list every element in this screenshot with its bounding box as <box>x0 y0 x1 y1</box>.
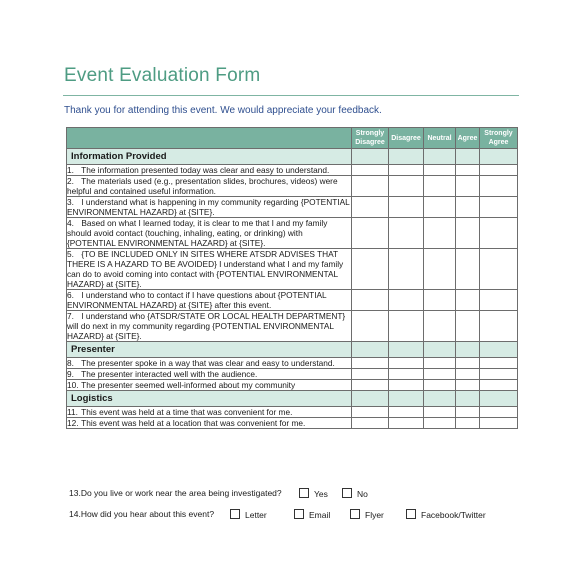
rating-cell-agree[interactable] <box>456 165 480 176</box>
question-row <box>67 380 518 391</box>
rating-cell-strongly-agree[interactable] <box>480 197 518 218</box>
option-no[interactable] <box>342 488 368 499</box>
question-text: The materials used (e.g., presentation slides, brochures, videos) were helpful and contained useful information. <box>67 176 338 196</box>
rating-cell-strongly-agree[interactable] <box>480 249 518 290</box>
column-header-strongly-agree: Strongly Agree <box>480 128 518 149</box>
rating-cell-disagree[interactable] <box>389 197 424 218</box>
rating-cell-neutral[interactable] <box>424 218 456 249</box>
rating-cell-neutral[interactable] <box>424 418 456 429</box>
section-fill-cell <box>389 391 424 407</box>
checkbox-yes[interactable] <box>299 488 309 498</box>
option-letter[interactable] <box>230 509 267 520</box>
rating-cell-neutral[interactable] <box>424 407 456 418</box>
rating-cell-agree[interactable] <box>456 380 480 391</box>
rating-cell-strongly-disagree[interactable] <box>352 369 389 380</box>
rating-cell-disagree[interactable] <box>389 249 424 290</box>
rating-cell-agree[interactable] <box>456 290 480 311</box>
question-cell <box>67 165 352 176</box>
section-fill-cell <box>456 149 480 165</box>
checkbox-facebook-twitter[interactable] <box>406 509 416 519</box>
rating-cell-disagree[interactable] <box>389 358 424 369</box>
question-text: The presenter seemed well-informed about my community <box>81 380 296 390</box>
form-title: Event Evaluation Form <box>64 65 261 86</box>
rating-cell-strongly-disagree[interactable] <box>352 249 389 290</box>
question-row <box>67 197 518 218</box>
option-no-label: No <box>357 489 368 499</box>
checkbox-no[interactable] <box>342 488 352 498</box>
question-header-blank <box>67 128 352 149</box>
rating-cell-strongly-disagree[interactable] <box>352 176 389 197</box>
rating-cell-agree[interactable] <box>456 358 480 369</box>
option-yes[interactable] <box>299 488 328 499</box>
question-number: 11. <box>67 407 78 417</box>
question-row <box>67 249 518 290</box>
rating-cell-agree[interactable] <box>456 218 480 249</box>
section-label: Presenter <box>67 342 352 358</box>
option-flyer-label: Flyer <box>365 510 384 520</box>
question-row <box>67 290 518 311</box>
question-text: The presenter interacted well with the audience. <box>81 369 258 379</box>
option-flyer[interactable] <box>350 509 384 520</box>
rating-cell-disagree[interactable] <box>389 418 424 429</box>
question-row <box>67 369 518 380</box>
rating-cell-agree[interactable] <box>456 197 480 218</box>
question-row <box>67 311 518 342</box>
rating-cell-neutral[interactable] <box>424 165 456 176</box>
question-number: 4. <box>67 218 74 228</box>
rating-cell-neutral[interactable] <box>424 311 456 342</box>
column-header-neutral: Neutral <box>424 128 456 149</box>
question-text: I understand what is happening in my community regarding {POTENTIAL ENVIRONMENTAL HAZARD} at {SITE}. <box>67 197 350 217</box>
rating-cell-strongly-agree[interactable] <box>480 358 518 369</box>
question-cell <box>67 311 352 342</box>
rating-cell-strongly-agree[interactable] <box>480 380 518 391</box>
section-fill-cell <box>352 391 389 407</box>
option-email[interactable] <box>294 509 330 520</box>
question-row <box>67 218 518 249</box>
section-fill-cell <box>424 391 456 407</box>
rating-cell-neutral[interactable] <box>424 197 456 218</box>
question-row <box>67 418 518 429</box>
question-number: 3. <box>67 197 74 207</box>
rating-cell-disagree[interactable] <box>389 165 424 176</box>
rating-cell-strongly-disagree[interactable] <box>352 165 389 176</box>
intro-text: Thank you for attending this event. We would appreciate your feedback. <box>64 105 382 116</box>
checkbox-email[interactable] <box>294 509 304 519</box>
section-label: Information Provided <box>67 149 352 165</box>
option-yes-label: Yes <box>314 489 328 499</box>
option-letter-label: Letter <box>245 510 267 520</box>
section-fill-cell <box>389 342 424 358</box>
rating-cell-disagree[interactable] <box>389 290 424 311</box>
section-row <box>67 391 518 407</box>
rating-cell-neutral[interactable] <box>424 176 456 197</box>
section-fill-cell <box>456 342 480 358</box>
question-text: Based on what I learned today, it is clear to me that I and my family should avoid contact (touching, inhaling, eating, or drinking) with {POTENTIAL ENVIRONMENTAL HAZARD} at {SITE}. <box>67 218 328 248</box>
question-number: 10. <box>67 380 79 390</box>
option-facebook-twitter[interactable] <box>406 509 486 520</box>
question-cell <box>67 197 352 218</box>
column-header-disagree: Disagree <box>389 128 424 149</box>
question-number: 5. <box>67 249 74 259</box>
rating-cell-strongly-agree[interactable] <box>480 165 518 176</box>
section-row <box>67 149 518 165</box>
question-13-text: 13.Do you live or work near the area being investigated? <box>69 488 282 498</box>
question-cell <box>67 407 352 418</box>
question-text: I understand who to contact if I have questions about {POTENTIAL ENVIRONMENTAL HAZARD} at {SITE} after this event. <box>67 290 327 310</box>
question-cell <box>67 418 352 429</box>
rating-cell-neutral[interactable] <box>424 358 456 369</box>
question-cell <box>67 249 352 290</box>
rating-header-row <box>67 128 518 149</box>
question-text: The information presented today was clear and easy to understand. <box>81 165 330 175</box>
rating-cell-strongly-agree[interactable] <box>480 218 518 249</box>
section-label: Logistics <box>67 391 352 407</box>
question-text: This event was held at a location that was convenient for me. <box>81 418 306 428</box>
rating-cell-agree[interactable] <box>456 418 480 429</box>
rating-cell-agree[interactable] <box>456 369 480 380</box>
rating-cell-strongly-disagree[interactable] <box>352 311 389 342</box>
rating-cell-neutral[interactable] <box>424 249 456 290</box>
section-fill-cell <box>480 342 518 358</box>
question-number: 7. <box>67 311 74 321</box>
question-cell <box>67 176 352 197</box>
rating-cell-disagree[interactable] <box>389 176 424 197</box>
option-facebook-twitter-label: Facebook/Twitter <box>421 510 486 520</box>
column-header-agree: Agree <box>456 128 480 149</box>
question-row <box>67 358 518 369</box>
question-14 <box>69 509 509 521</box>
section-fill-cell <box>352 342 389 358</box>
rating-cell-disagree[interactable] <box>389 380 424 391</box>
question-cell <box>67 369 352 380</box>
question-14-text: 14.How did you hear about this event? <box>69 509 215 519</box>
title-divider <box>63 95 519 96</box>
question-text: The presenter spoke in a way that was clear and easy to understand. <box>81 358 335 368</box>
column-header-strongly-disagree: Strongly Disagree <box>352 128 389 149</box>
rating-cell-strongly-disagree[interactable] <box>352 197 389 218</box>
rating-cell-strongly-disagree[interactable] <box>352 407 389 418</box>
checkbox-letter[interactable] <box>230 509 240 519</box>
rating-cell-strongly-agree[interactable] <box>480 418 518 429</box>
rating-cell-strongly-disagree[interactable] <box>352 418 389 429</box>
question-number: 2. <box>67 176 74 186</box>
rating-cell-disagree[interactable] <box>389 218 424 249</box>
rating-cell-strongly-agree[interactable] <box>480 369 518 380</box>
rating-cell-agree[interactable] <box>456 249 480 290</box>
section-fill-cell <box>424 342 456 358</box>
rating-cell-neutral[interactable] <box>424 290 456 311</box>
rating-cell-strongly-agree[interactable] <box>480 176 518 197</box>
question-cell <box>67 218 352 249</box>
section-fill-cell <box>424 149 456 165</box>
rating-cell-disagree[interactable] <box>389 407 424 418</box>
rating-cell-agree[interactable] <box>456 176 480 197</box>
question-text: {TO BE INCLUDED ONLY IN SITES WHERE ATSDR ADVISES THAT THERE IS A HAZARD TO BE AVOIDED} I understand what I and my family can do to avoid coming into contact with {POTENTIAL ENVIRONMENTAL HAZARD} at {SITE}. <box>67 249 344 289</box>
section-fill-cell <box>389 149 424 165</box>
rating-cell-strongly-agree[interactable] <box>480 290 518 311</box>
question-text: I understand who {ATSDR/STATE OR LOCAL HEALTH DEPARTMENT} will do next in my community regarding {POTENTIAL ENVIRONMENTAL HAZARD} at {SITE}. <box>67 311 346 341</box>
option-email-label: Email <box>309 510 331 520</box>
question-13 <box>69 488 509 500</box>
rating-cell-agree[interactable] <box>456 407 480 418</box>
rating-cell-disagree[interactable] <box>389 369 424 380</box>
question-text: This event was held at a time that was convenient for me. <box>81 407 293 417</box>
question-number: 6. <box>67 290 74 300</box>
section-fill-cell <box>456 391 480 407</box>
question-cell <box>67 380 352 391</box>
question-cell <box>67 358 352 369</box>
rating-cell-strongly-agree[interactable] <box>480 407 518 418</box>
question-number: 9. <box>67 369 74 379</box>
checkbox-flyer[interactable] <box>350 509 360 519</box>
section-fill-cell <box>352 149 389 165</box>
rating-cell-neutral[interactable] <box>424 380 456 391</box>
rating-cell-disagree[interactable] <box>389 311 424 342</box>
rating-table <box>66 127 518 429</box>
question-number: 8. <box>67 358 74 368</box>
question-row <box>67 176 518 197</box>
rating-cell-agree[interactable] <box>456 311 480 342</box>
section-fill-cell <box>480 149 518 165</box>
rating-cell-neutral[interactable] <box>424 369 456 380</box>
rating-cell-strongly-disagree[interactable] <box>352 380 389 391</box>
section-row <box>67 342 518 358</box>
rating-cell-strongly-disagree[interactable] <box>352 358 389 369</box>
question-number: 1. <box>67 165 74 175</box>
rating-cell-strongly-disagree[interactable] <box>352 290 389 311</box>
section-fill-cell <box>480 391 518 407</box>
rating-cell-strongly-disagree[interactable] <box>352 218 389 249</box>
question-row <box>67 165 518 176</box>
rating-cell-strongly-agree[interactable] <box>480 311 518 342</box>
question-row <box>67 407 518 418</box>
question-cell <box>67 290 352 311</box>
question-number: 12. <box>67 418 79 428</box>
